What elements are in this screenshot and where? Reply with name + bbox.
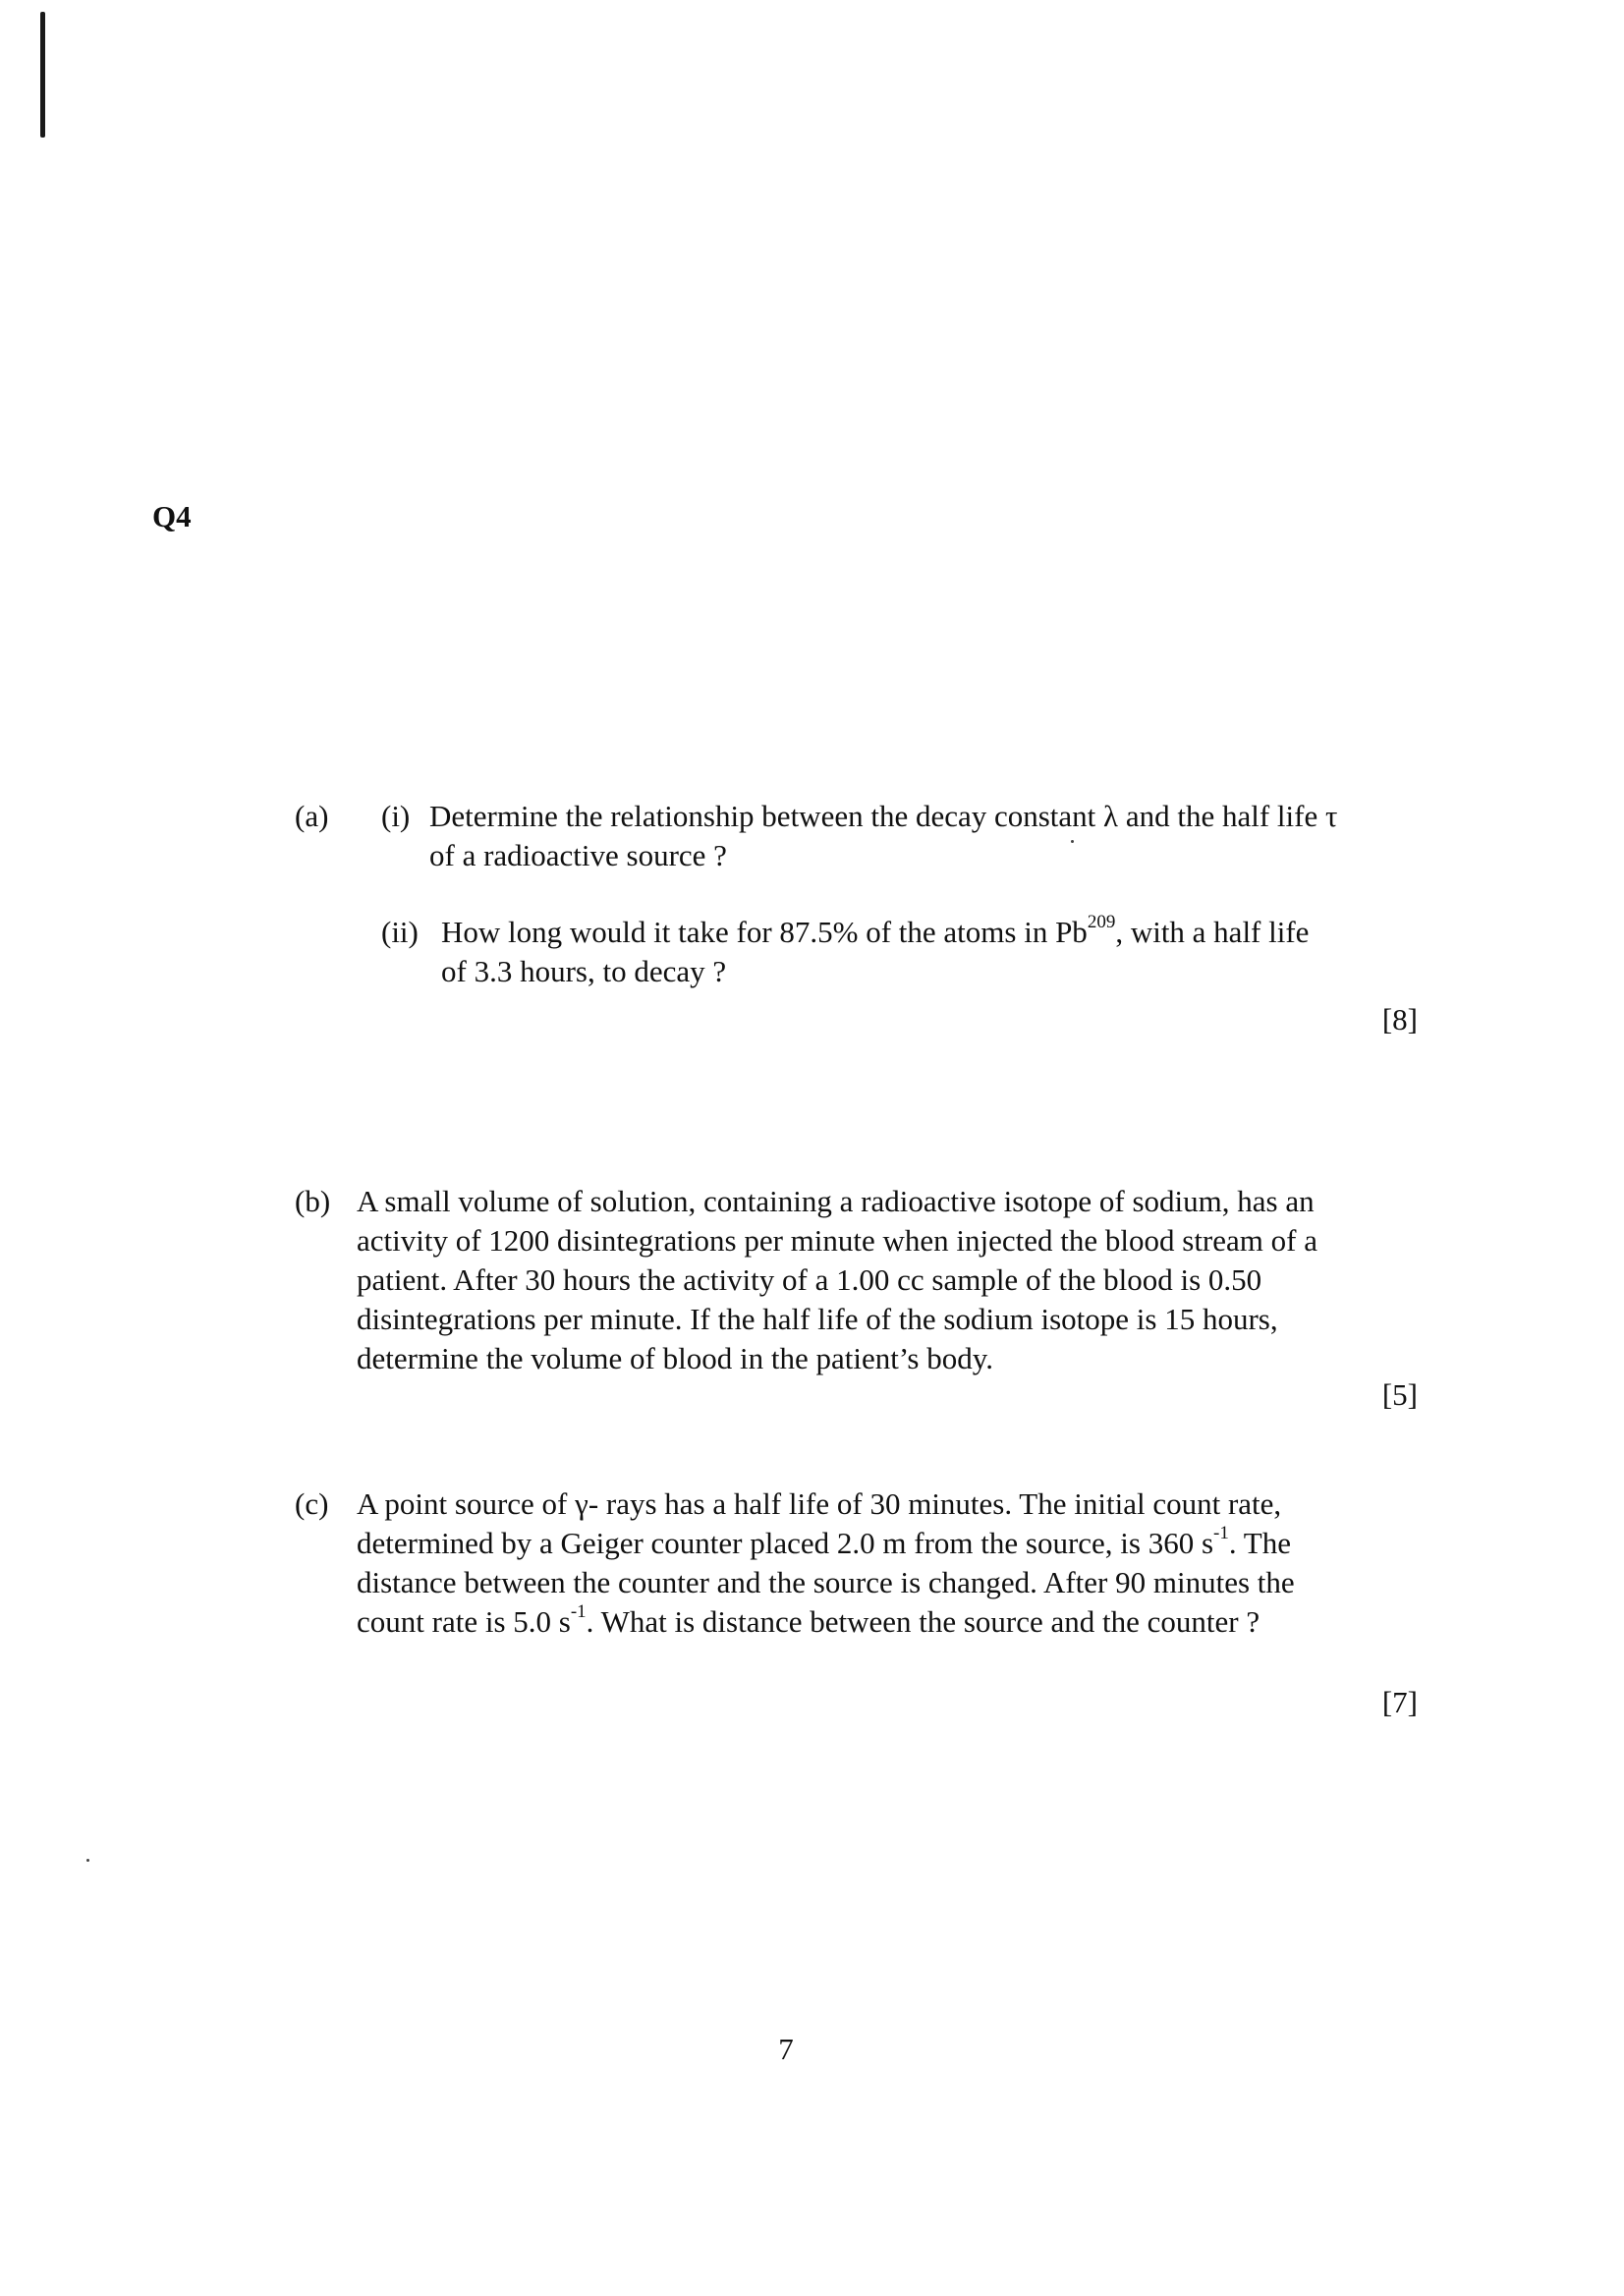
part-a-i-label: (i)	[381, 799, 411, 833]
part-c-line4-tail: . What is distance between the source and the counter ?	[586, 1604, 1260, 1639]
part-a-label: (a)	[295, 799, 329, 833]
isotope-mass-number: 209	[1087, 911, 1116, 932]
part-a-i-line2: of a radioactive source ?	[429, 838, 727, 872]
scan-speck	[1071, 840, 1074, 843]
part-a-ii-line1-text: How long would it take for 87.5% of the atoms in Pb	[441, 915, 1088, 949]
part-a-ii-line1	[441, 913, 1309, 952]
part-c-line3: distance between the counter and the source is changed. After 90 minutes the	[357, 1565, 1295, 1599]
part-c-line1: A point source of γ- rays has a half life of 30 minutes. The initial count rate,	[357, 1486, 1282, 1521]
part-b-marks: [5]	[1381, 1377, 1418, 1412]
part-c-line2-tail: . The	[1228, 1526, 1291, 1560]
part-a-ii-line1-tail: , with a half life	[1115, 915, 1310, 949]
page-number: 7	[778, 2032, 794, 2066]
part-b-line4: disintegrations per minute. If the half life of the sodium isotope is 15 hours,	[357, 1302, 1278, 1336]
part-b-label: (b)	[295, 1184, 331, 1218]
part-a-marks: [8]	[1381, 1002, 1418, 1036]
part-b-line2: activity of 1200 disintegrations per minute when injected the blood stream of a	[357, 1223, 1317, 1258]
part-c-line4	[357, 1602, 1260, 1642]
part-c-line2-text: determined by a Geiger counter placed 2.0 m from the source, is 360 s	[357, 1526, 1214, 1560]
scan-edge-mark	[40, 12, 45, 138]
part-c-marks: [7]	[1381, 1685, 1418, 1719]
part-c-line4-text: count rate is 5.0 s	[357, 1604, 571, 1639]
part-b-line3: patient. After 30 hours the activity of a 1.00 cc sample of the blood is 0.50	[357, 1262, 1262, 1297]
part-a-ii-line2: of 3.3 hours, to decay ?	[441, 954, 727, 988]
part-b-line1: A small volume of solution, containing a radioactive isotope of sodium, has an	[357, 1184, 1315, 1218]
part-b-line5: determine the volume of blood in the patient’s body.	[357, 1341, 993, 1375]
part-a-i-line1: Determine the relationship between the decay constant λ and the half life τ	[429, 799, 1338, 833]
unit-exponent: -1	[1213, 1522, 1229, 1543]
part-c-line2	[357, 1524, 1291, 1563]
question-number: Q4	[152, 499, 192, 533]
scan-speck	[86, 1859, 89, 1862]
unit-exponent: -1	[570, 1600, 587, 1622]
part-c-label: (c)	[295, 1486, 329, 1521]
part-a-ii-label: (ii)	[381, 915, 419, 949]
